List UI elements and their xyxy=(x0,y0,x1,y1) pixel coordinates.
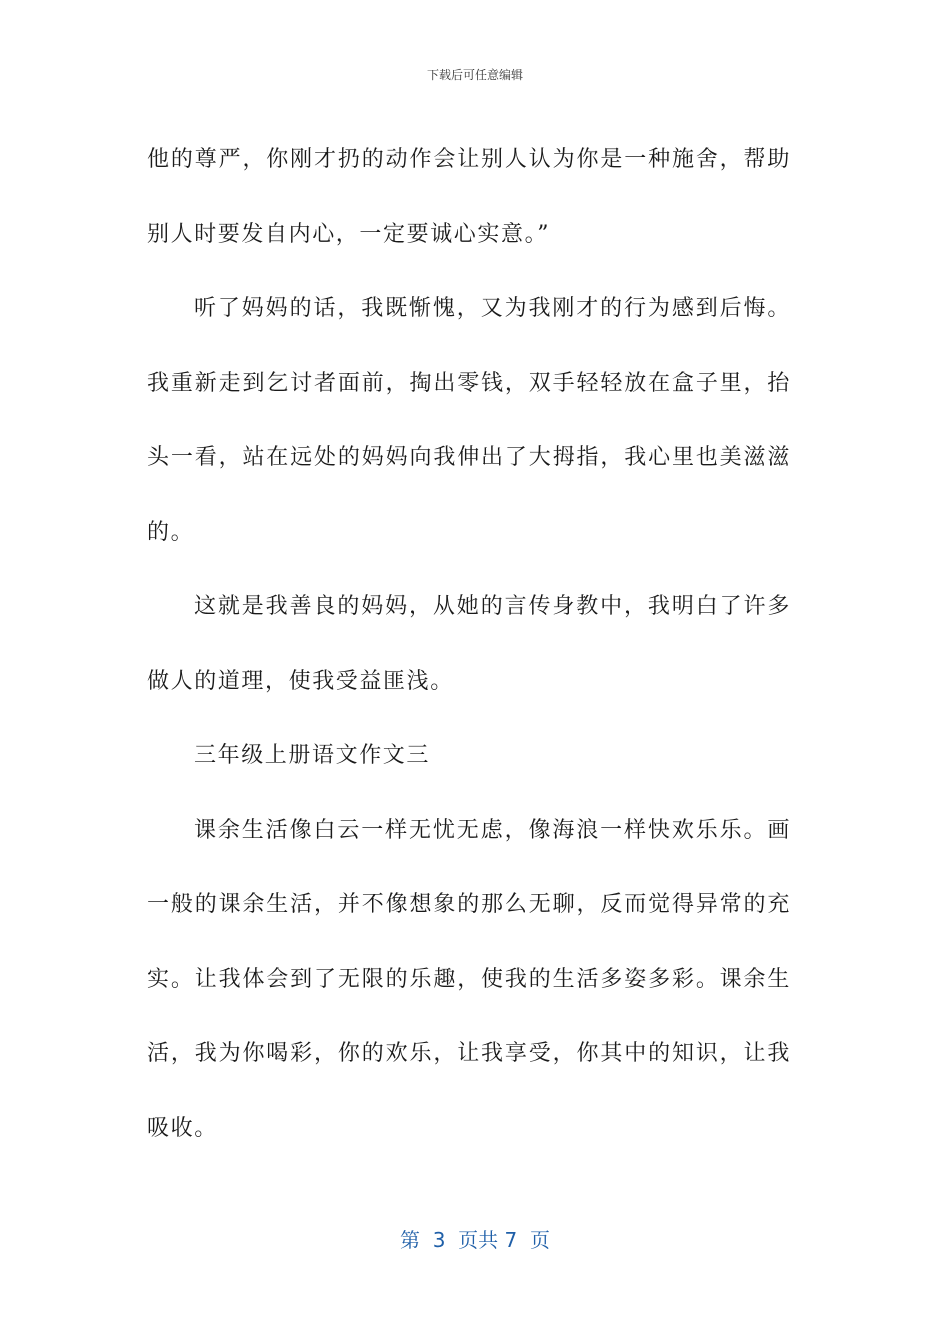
section-heading: 三年级上册语文作文三 xyxy=(194,743,431,768)
paragraph-3: 这就是我善良的妈妈，从她的言传身教中，我明白了许多做人的道理，使我受益匪浅。 xyxy=(147,594,791,694)
paragraph-2: 听了妈妈的话，我既惭愧，又为我刚才的行为感到后悔。我重新走到乞讨者面前，掏出零钱，双手轻轻放在盒子里，抬头一看，站在远处的妈妈向我伸出了大拇指，我心里也美滋滋的。 xyxy=(147,296,791,545)
header-note: 下载后可任意编辑 xyxy=(426,68,523,82)
page-number: 第 3 页共 7 页 xyxy=(400,1228,550,1252)
document-body xyxy=(147,123,791,1166)
paragraph-4: 课余生活像白云一样无忧无虑，像海浪一样快欢乐乐。画一般的课余生活，并不像想象的那么无聊，反而觉得异常的充实。让我体会到了无限的乐趣，使我的生活多姿多彩。课余生活，我为你喝彩，你的欢乐，让我享受，你其中的知识，让我吸收。 xyxy=(147,817,791,1141)
paragraph-1: 他的尊严，你刚才扔的动作会让别人认为你是一种施舍，帮助别人时要发自内心，一定要诚心实意。” xyxy=(147,147,791,247)
